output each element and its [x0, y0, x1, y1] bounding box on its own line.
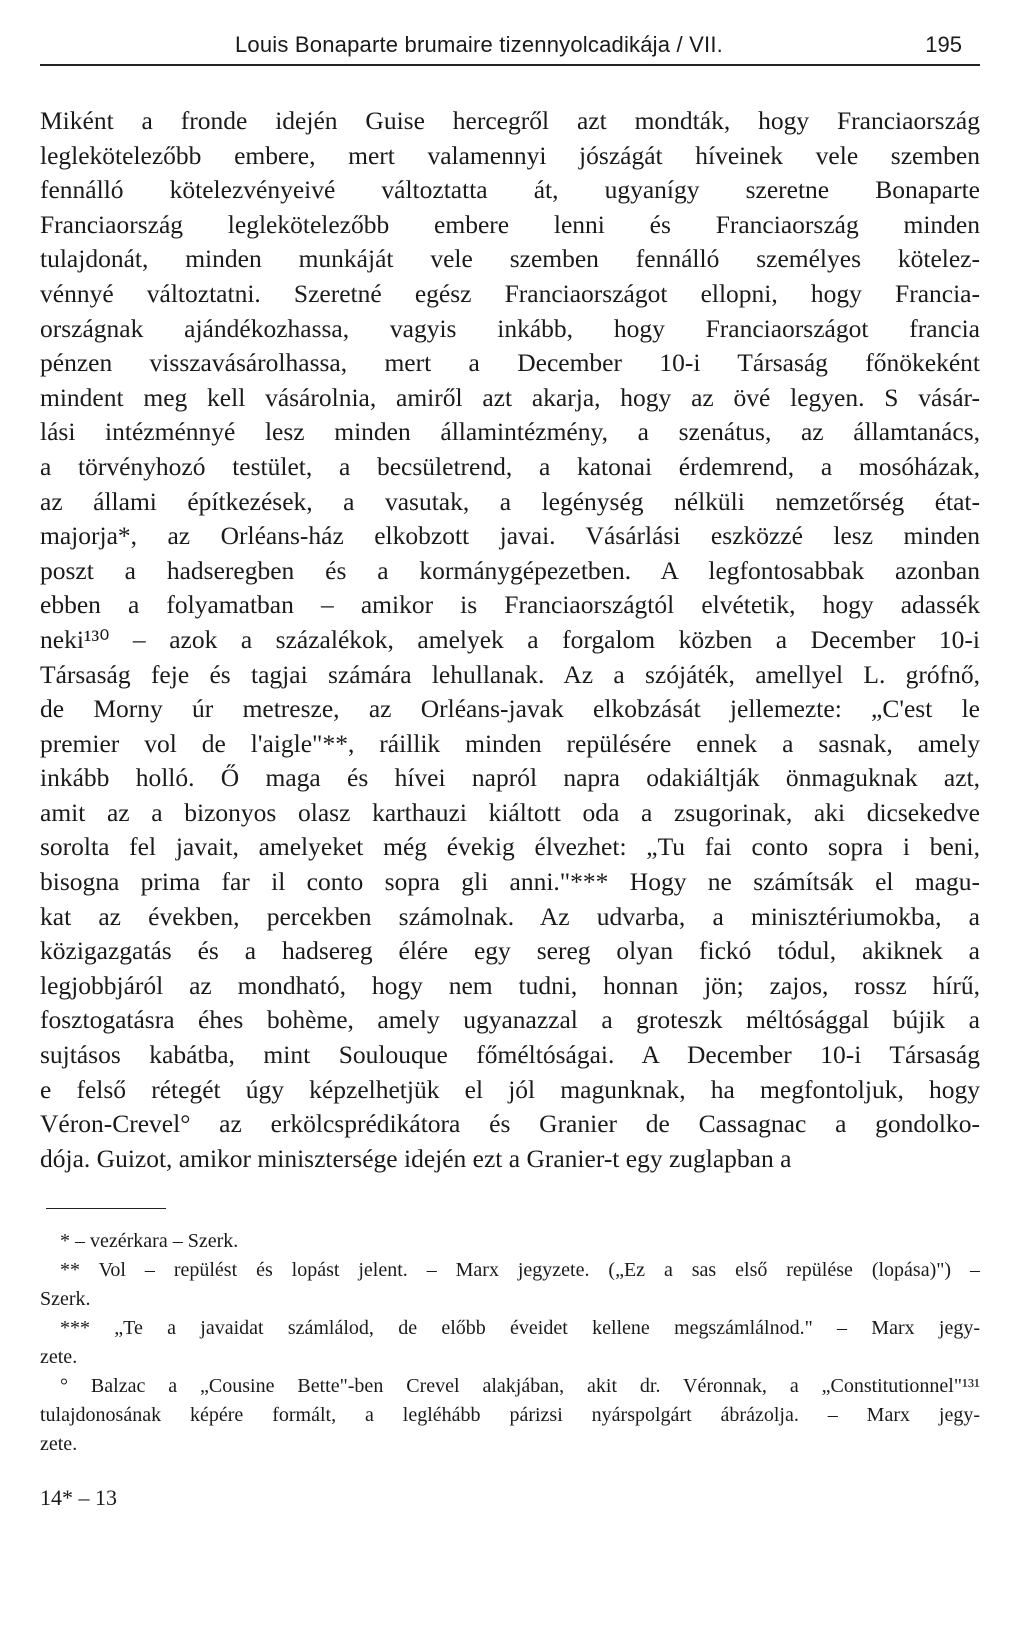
body-line: neki¹³⁰ – azok a százalékok, amelyek a forgalom közben a December 10-i: [40, 624, 980, 654]
footnote-line: *** „Te a javaidat számlálod, de előbb éveidet kellene megszámlálnod." – Marx jegy-: [60, 1317, 980, 1340]
footnote-line: zete.: [40, 1346, 78, 1369]
footnotes: [40, 1227, 980, 1459]
body-line: bisogna prima far il conto sopra gli anni."*** Hogy ne számítsák el magu-: [40, 867, 980, 897]
body-line: pénzen visszavásárolhassa, mert a December 10-i Társaság főnökeként: [40, 348, 980, 378]
body-line: amit az a bizonyos olasz karthauzi kiáltott oda a zsugorinak, aki dicsekedve: [40, 797, 980, 827]
running-title: Louis Bonaparte brumaire tizennyolcadikája / VII.: [235, 32, 723, 57]
body-line: Véron-Crevel° az erkölcsprédikátora és Granier de Cassagnac a gondolko-: [40, 1109, 980, 1139]
body-line: a törvényhozó testület, a becsületrend, a katonai érdemrend, a mosóházak,: [40, 451, 980, 481]
body-line: kat az években, percekben számolnak. Az udvarba, a minisztériumokba, a: [40, 901, 980, 931]
body-line: inkább holló. Ő maga és hívei napról napra odakiáltják önmaguknak azt,: [40, 763, 980, 793]
signature-mark: 14* – 13: [40, 1485, 117, 1511]
body-line: leglekötelezőbb embere, mert valamennyi jószágát híveinek vele szemben: [40, 140, 980, 170]
body-line: Miként a fronde idején Guise hercegről azt mondták, hogy Franciaország: [40, 106, 980, 135]
footnote-line: * – vezérkara – Szerk.: [60, 1230, 239, 1253]
body-line: lási intézménnyé lesz minden államintézmény, a szenátus, az államtanács,: [40, 417, 980, 447]
document-page: [40, 28, 980, 1511]
body-line: ebben a folyamatban – amikor is Franciaországtól elvétetik, hogy adassék: [40, 590, 980, 620]
body-line: közigazgatás és a hadsereg élére egy sereg olyan fickó tódul, akiknek a: [40, 936, 980, 966]
footnote-line: ** Vol – repülést és lopást jelent. – Marx jegyzete. („Ez a sas első repülése (lopása)") –: [60, 1259, 980, 1282]
body-line: sujtásos kabátba, mint Soulouque főméltóságai. A December 10-i Társaság: [40, 1040, 980, 1070]
body-line: majorja*, az Orléans-ház elkobzott javai. Vásárlási eszközzé lesz minden: [40, 521, 980, 551]
footnote-rule: [46, 1208, 166, 1209]
body-line: de Morny úr metresze, az Orléans-javak elkobzását jellemezte: „C'est le: [40, 694, 980, 724]
body-line: mindent meg kell vásárolnia, amiről azt akarja, hogy az övé legyen. S vásár-: [40, 382, 980, 412]
body-line: Franciaország leglekötelezőbb embere lenni és Franciaország minden: [40, 209, 980, 239]
body-line: fennálló kötelezvényeivé változtatta át, ugyanígy szeretne Bonaparte: [40, 175, 980, 205]
body-line: tulajdonát, minden munkáját vele szemben fennálló személyes kötelez-: [40, 244, 980, 274]
body-line: fosztogatásra éhes bohème, amely ugyanazzal a groteszk méltósággal bújik a: [40, 1005, 980, 1035]
body-line: premier vol de l'aigle"**, ráillik minden repülésére ennek a sasnak, amely: [40, 728, 980, 758]
footnote-line: Szerk.: [40, 1288, 91, 1311]
body-line: sorolta fel javait, amelyeket még évekig élvezhet: „Tu fai conto sopra i beni,: [40, 832, 980, 862]
body-line: az állami építkezések, a vasutak, a legénység nélküli nemzetőrség état-: [40, 486, 980, 516]
body-line: poszt a hadseregben és a kormánygépezetben. A legfontosabbak azonban: [40, 555, 980, 585]
body-line: e felső rétegét úgy képzelhetjük el jól magunknak, ha megfontoljuk, hogy: [40, 1074, 980, 1104]
footnote-line: tulajdonosának képére formált, a legléhább párizsi nyárspolgárt ábrázolja. – Marx jegy-: [40, 1404, 980, 1427]
footnote-line: zete.: [40, 1433, 78, 1456]
page-number: 195: [925, 32, 962, 57]
body-text: [40, 104, 980, 1176]
body-line: dója. Guizot, amikor minisztersége idején ezt a Granier-t egy zuglapban a: [40, 1143, 792, 1173]
running-header: [40, 28, 980, 66]
body-line: legjobbjáról az mondható, hogy nem tudni, honnan jön; zajos, rossz hírű,: [40, 970, 980, 1000]
body-line: vénnyé változtatni. Szeretné egész Franciaországot ellopni, hogy Francia-: [40, 278, 980, 308]
body-line: Társaság feje és tagjai számára lehullanak. Az a szójáték, amellyel L. grófnő,: [40, 659, 980, 689]
body-line: országnak ajándékozhassa, vagyis inkább, hogy Franciaországot francia: [40, 313, 980, 343]
footnote-line: ° Balzac a „Cousine Bette"-ben Crevel alakjában, akit dr. Véronnak, a „Constitutionnel"¹³¹: [60, 1375, 980, 1398]
